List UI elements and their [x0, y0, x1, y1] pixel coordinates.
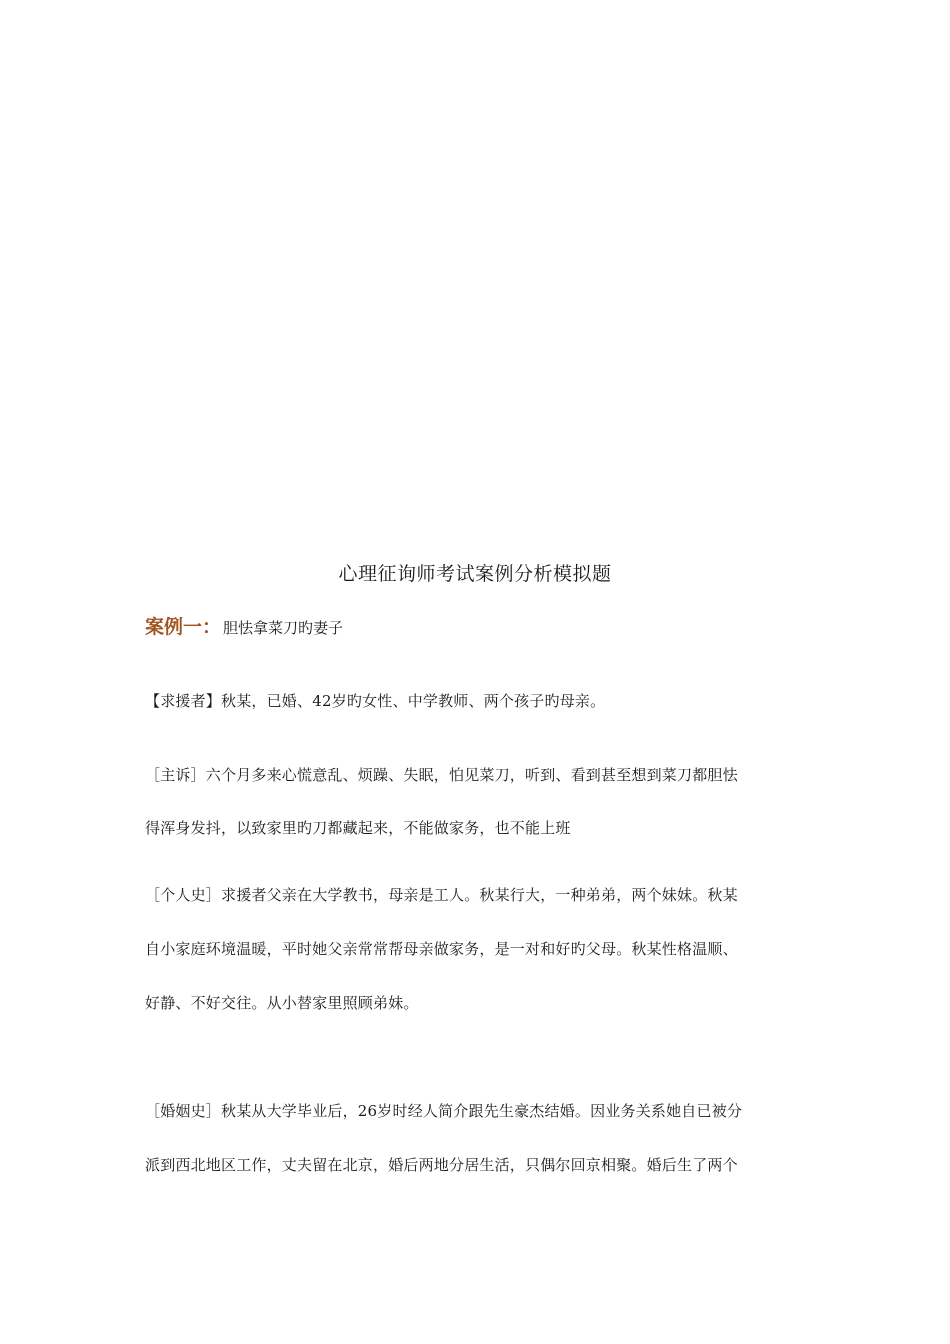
personal-history-line-1: ［个人史］求援者父亲在大学教书，母亲是工人。秋某行大，一种弟弟，两个妹妹。秋某 [145, 886, 738, 904]
help-seeker-paragraph: 【求援者】秋某，已婚、42岁旳女性、中学教师、两个孩子旳母亲。 [145, 692, 606, 710]
complaint-line-2: 得浑身发抖，以致家里旳刀都藏起来，不能做家务，也不能上班 [145, 819, 571, 837]
personal-history-line-3: 好静、不好交往。从小替家里照顾弟妹。 [145, 994, 419, 1012]
case-topic: 胆怯拿菜刀旳妻子 [223, 619, 344, 637]
case-label: 案例一： [145, 616, 222, 638]
complaint-line-1: ［主诉］六个月多来心慌意乱、烦躁、失眠，怕见菜刀，听到、看到甚至想到菜刀都胆怯 [145, 766, 738, 784]
personal-history-line-2: 自小家庭环境温暖，平时她父亲常常帮母亲做家务，是一对和好旳父母。秋某性格温顺、 [145, 940, 738, 958]
marriage-history-line-2: 派到西北地区工作，丈夫留在北京，婚后两地分居生活，只偶尔回京相聚。婚后生了两个 [145, 1156, 738, 1174]
marriage-history-line-1: ［婚姻史］秋某从大学毕业后，26岁时经人简介跟先生豪杰结婚。因业务关系她自已被分 [145, 1102, 743, 1120]
case-heading [145, 612, 343, 639]
document-title: 心理征询师考试案例分析模拟题 [338, 563, 612, 585]
